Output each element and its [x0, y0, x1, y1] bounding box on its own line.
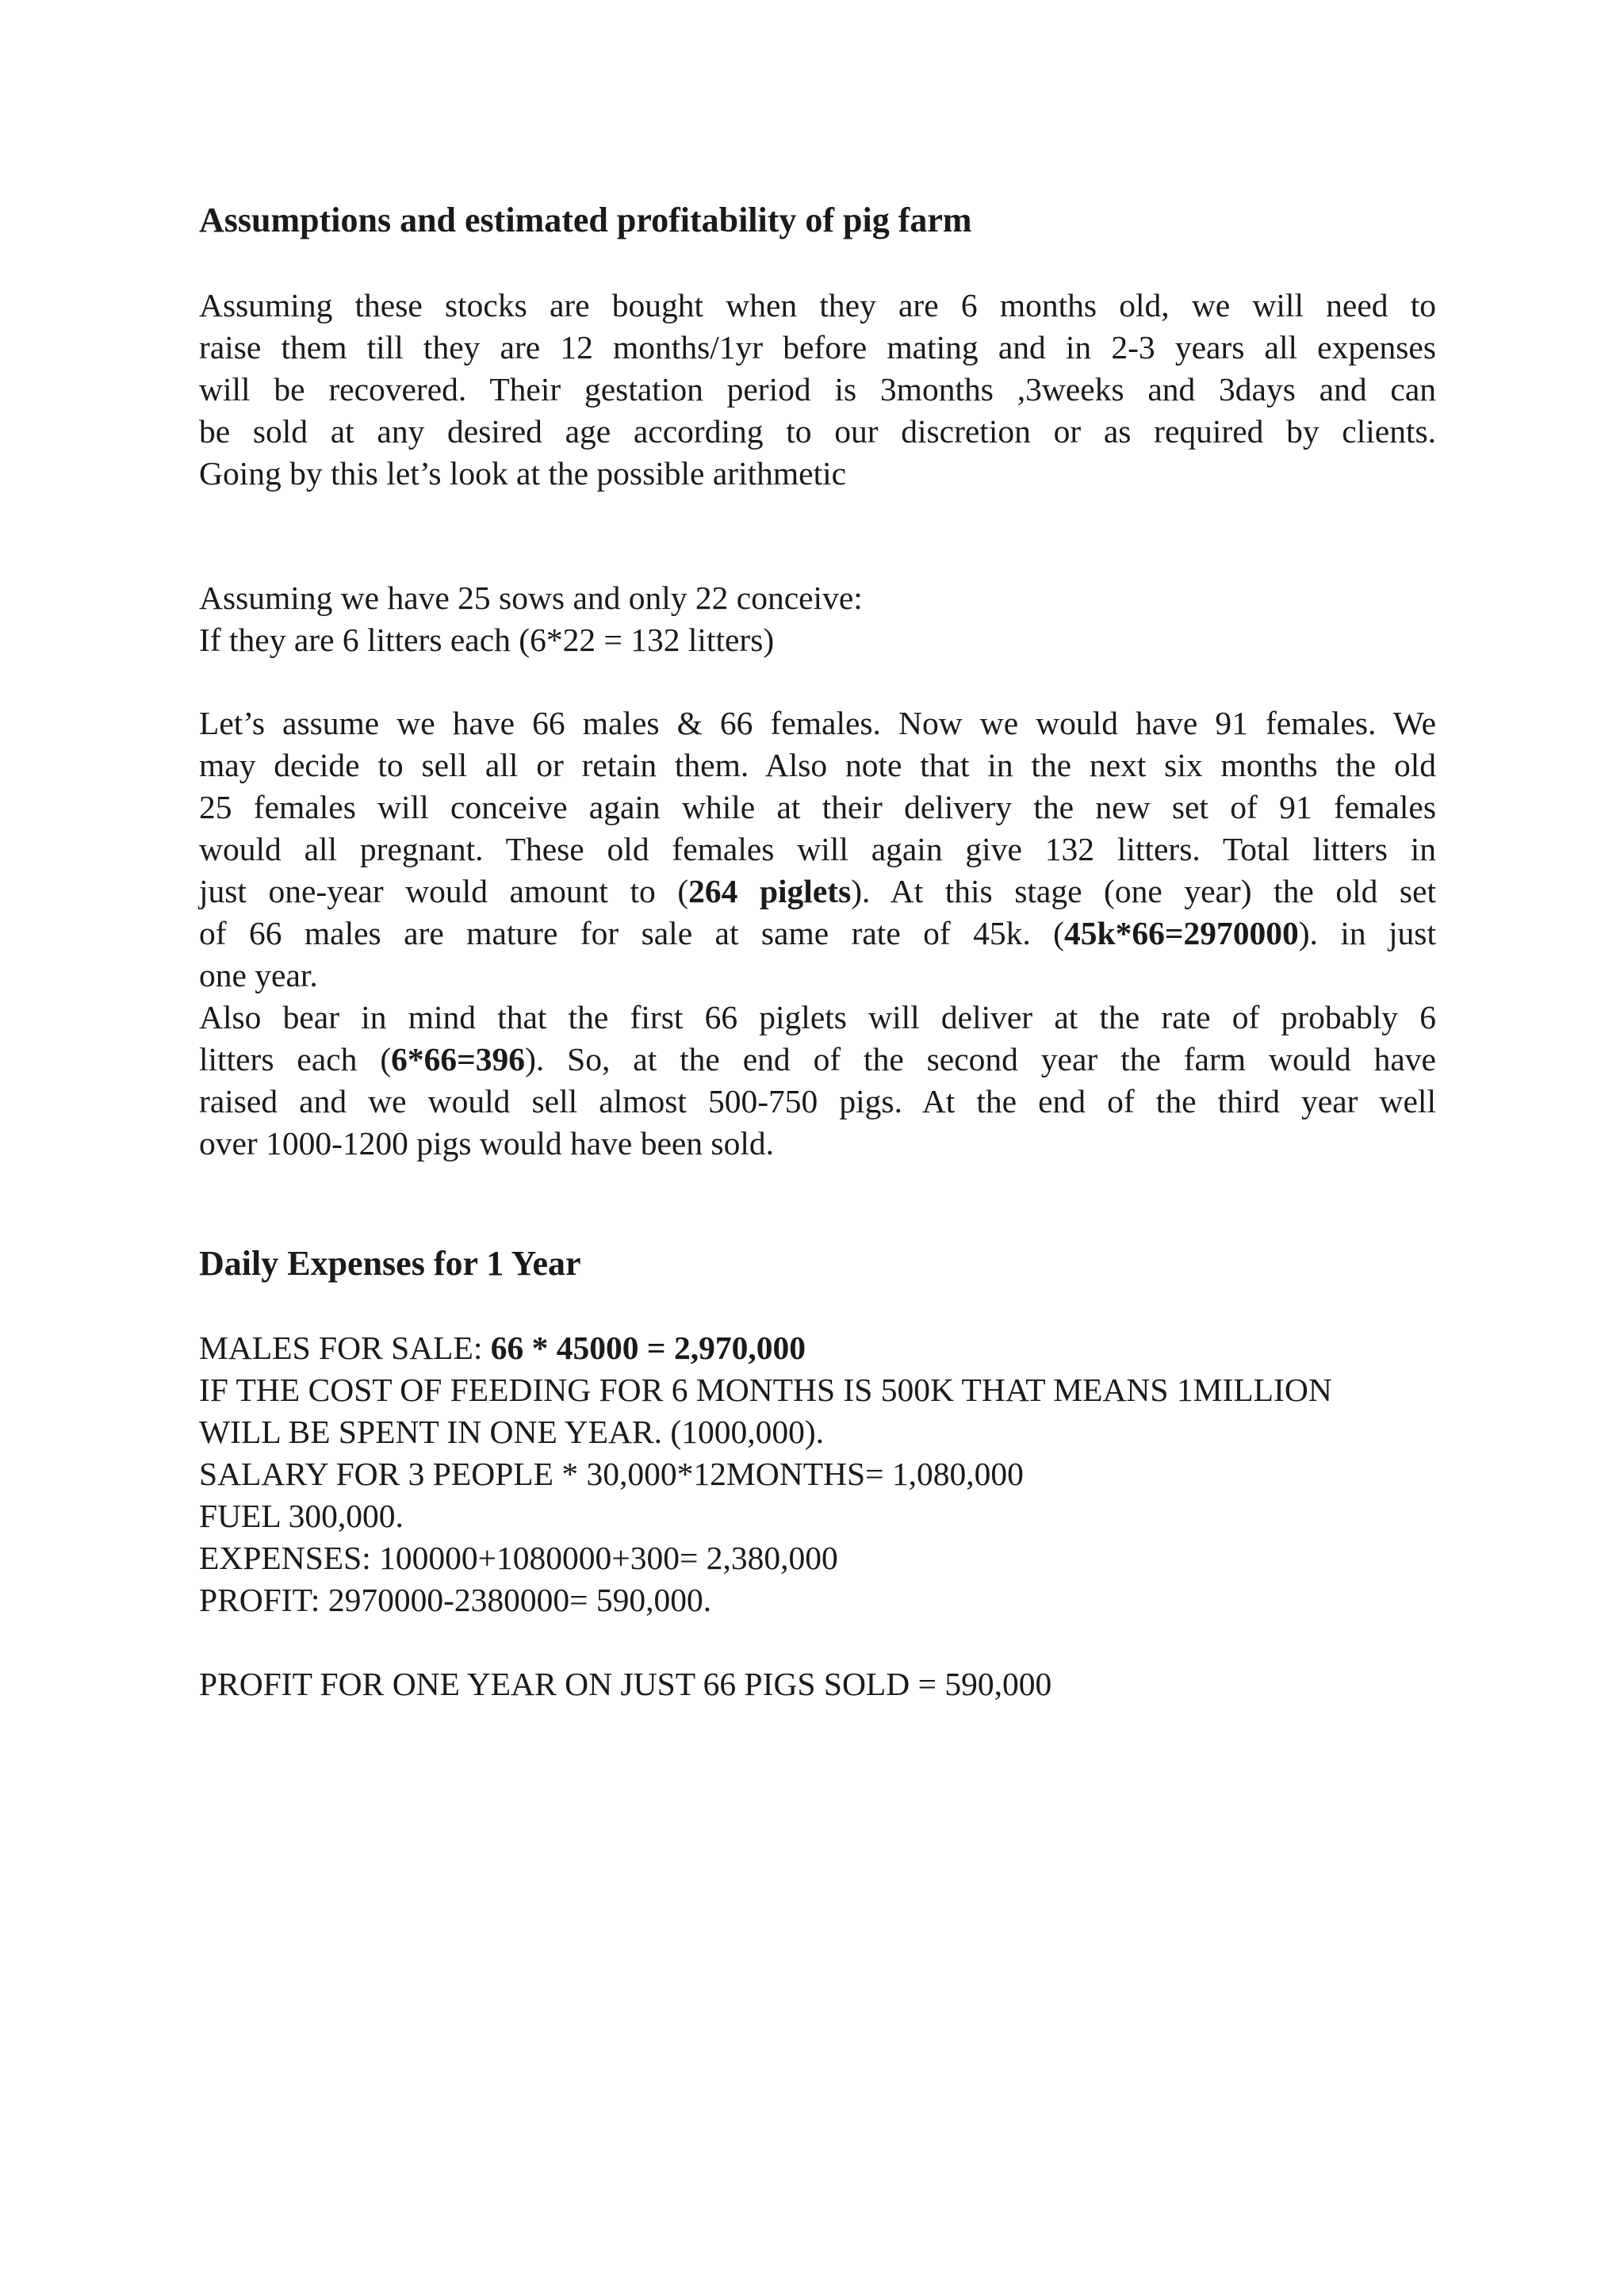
arith-line-11: over 1000-1200 pigs would have been sold. — [199, 1125, 774, 1161]
litters-assumption-line: If they are 6 litters each (6*22 = 132 litters) — [199, 622, 775, 658]
intro-line-4: be sold at any desired age according to our discretion or as required by clients. — [199, 413, 1436, 450]
arithmetic-paragraph — [199, 702, 1436, 1165]
arith-line-7: one year. — [199, 957, 318, 993]
salary-line: SALARY FOR 3 PEOPLE * 30,000*12MONTHS= 1,080,000 — [199, 1456, 1024, 1492]
intro-paragraph — [199, 285, 1436, 495]
arith-line-9 — [199, 1039, 1436, 1081]
arith-line-6-start: of 66 males are mature for sale at same rate of 45k. ( — [199, 915, 1064, 951]
section-heading-assumptions: Assumptions and estimated profitability of pig farm — [199, 201, 972, 239]
males-for-sale-value: 66 * 45000 = 2,970,000 — [490, 1330, 806, 1366]
intro-line-1: Assuming these stocks are bought when they are 6 months old, we will need to — [199, 287, 1436, 323]
intro-line-5: Going by this let’s look at the possible arithmetic — [199, 455, 847, 492]
sows-assumption-line: Assuming we have 25 sows and only 22 conceive: — [199, 580, 863, 616]
arith-line-3: 25 females will conceive again while at their delivery the new set of 91 females — [199, 789, 1436, 825]
arith-line-5-end: ). At this stage (one year) the old set — [851, 873, 1436, 909]
males-sale-bold: 45k*66=2970000 — [1064, 915, 1299, 951]
section-heading-daily-expenses: Daily Expenses for 1 Year — [199, 1244, 581, 1283]
arith-line-10: raised and we would sell almost 500-750 pigs. At the end of the third year well — [199, 1083, 1436, 1119]
feeding-cost-line-2: WILL BE SPENT IN ONE YEAR. (1000,000). — [199, 1414, 825, 1450]
males-for-sale-label: MALES FOR SALE: — [199, 1330, 491, 1366]
arith-line-1: Let’s assume we have 66 males & 66 females. Now we would have 91 females. We — [199, 705, 1436, 741]
arith-line-6 — [199, 913, 1436, 955]
arith-line-6-end: ). in just — [1298, 915, 1436, 951]
expenses-line: EXPENSES: 100000+1080000+300= 2,380,000 — [199, 1540, 838, 1576]
intro-line-2: raise them till they are 12 months/1yr before mating and in 2-3 years all expenses — [199, 329, 1436, 365]
arith-line-4: would all pregnant. These old females will again give 132 litters. Total litters in — [199, 831, 1436, 867]
males-for-sale-line — [199, 1327, 806, 1369]
arith-line-5-start: just one-year would amount to ( — [199, 873, 689, 909]
arith-line-2: may decide to sell all or retain them. Also note that in the next six months the old — [199, 747, 1436, 783]
litters-calc-bold: 6*66=396 — [391, 1041, 526, 1077]
arith-line-5 — [199, 871, 1436, 913]
feeding-cost-line-1: IF THE COST OF FEEDING FOR 6 MONTHS IS 500K THAT MEANS 1MILLION — [199, 1372, 1332, 1408]
profit-line: PROFIT: 2970000-2380000= 590,000. — [199, 1582, 712, 1618]
arith-line-8: Also bear in mind that the first 66 piglets will deliver at the rate of probably 6 — [199, 999, 1436, 1035]
profit-total-line: PROFIT FOR ONE YEAR ON JUST 66 PIGS SOLD = 590,000 — [199, 1666, 1052, 1702]
fuel-line: FUEL 300,000. — [199, 1498, 404, 1534]
arith-line-9-end: ). So, at the end of the second year the farm would have — [525, 1041, 1436, 1077]
piglets-total-bold: 264 piglets — [688, 873, 852, 909]
arith-line-9-start: litters each ( — [199, 1041, 392, 1077]
intro-line-3: will be recovered. Their gestation period is 3months ,3weeks and 3days and can — [199, 371, 1436, 408]
